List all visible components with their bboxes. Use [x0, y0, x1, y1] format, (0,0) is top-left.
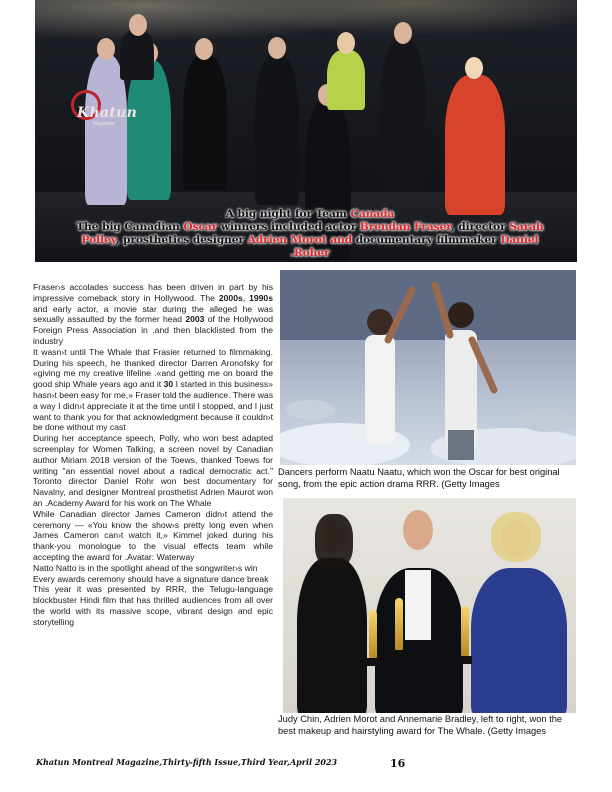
caption-highlight: Adrien Morot [247, 234, 327, 246]
caption-highlight: .Roher [290, 247, 330, 259]
caption-text: , director [451, 221, 510, 233]
caption-highlight: Sarah [509, 221, 544, 233]
figure-head [403, 510, 433, 550]
caption-highlight: Daniel [500, 234, 539, 246]
article-paragraph [33, 282, 273, 347]
figure-head [97, 38, 115, 60]
oscar-statuette [369, 610, 377, 658]
article-paragraph: Every awards ceremony should have a signature dance break [33, 573, 269, 584]
text-run: Fraser›s accolades success has been driven in part by his impressive comeback story in Hollywood. The [33, 282, 273, 303]
article-paragraph: This year it was presented by RRR, the Telugu-language blockbuster Hindi film that has thrilled audiences from all over the world with its massive scope, vibrant design and epic storytelling [33, 584, 273, 627]
hero-caption-line2 [75, 221, 545, 234]
bold-number: 30 [163, 379, 174, 390]
oscar-base [366, 658, 380, 666]
figure-head [394, 22, 412, 44]
figure-woman-black [183, 55, 227, 190]
caption-text: documentary filmmaker [352, 234, 501, 246]
shirt-white [405, 570, 431, 640]
caption-highlight: Oscar [183, 221, 218, 233]
makeup-winners-photo [283, 498, 576, 713]
magazine-logo [71, 90, 138, 130]
logo-wordmark: Khatun [77, 105, 138, 121]
makeup-caption: Judy Chin, Adrien Morot and Annemarie Bradley, left to right, won the best makeup and hairstyling award for The Whale. (Getty Images [278, 714, 563, 736]
caption-text: , prosthetics designer [115, 234, 248, 246]
figure-man-suit [120, 30, 154, 80]
bold-number: 2003 [185, 314, 205, 325]
logo-subtitle: Magazine [93, 121, 115, 127]
figure-head [465, 57, 483, 79]
bold-number: 1990s [249, 292, 273, 303]
hair-dark [315, 514, 353, 569]
figure-woman-green [127, 60, 171, 200]
oscar-base [458, 656, 472, 664]
page-number: 16 [390, 757, 406, 770]
article-body [33, 282, 273, 628]
hero-caption-line3 [75, 234, 545, 247]
caption-text: winners included actor [217, 221, 360, 233]
caption-text: The big Canadian [76, 221, 184, 233]
figure-head [268, 37, 286, 59]
text-run: of the Hollywood Foreign Press Association in .and then blacklisted from the industry [33, 314, 273, 346]
text-run: I started in this business» hasn›t been easy for me,» Fraser told the audience. There was a way I didn›t appreciate it at the time until I stopped, and I just want to thank you for that acknowledgment because it couldn›t be done without my cast [33, 379, 273, 433]
caption-highlight: Brendan Fraser [359, 221, 452, 233]
stage-lights [35, 0, 577, 60]
figure-woman-lime [327, 50, 365, 110]
caption-highlight: Canada [350, 208, 395, 220]
dancers-photo [280, 270, 576, 465]
figure-head [337, 32, 355, 54]
figure-head [195, 38, 213, 60]
article-paragraph: While Canadian director James Cameron didn›t attend the ceremony — «You know the show›s pretty long even when James Cameron can›t watch it,» Kimmel joked during his thank-you monologue to the visual effects team while accepting the award for .Avatar: Waterway [33, 508, 273, 562]
oscar-statuette [461, 606, 469, 656]
article-paragraph [33, 347, 273, 433]
hero-caption [75, 208, 545, 260]
text-run: It wasn›t until The Whale that Frasier returned to filmmaking. During his speech, he thanked director Darren Aronofsky for «giving me my creative lifeline .«and getting me on board the good ship Whale years ago and it [33, 346, 273, 390]
dancers-illustration [280, 270, 576, 465]
hero-caption-line4 [75, 247, 545, 260]
hair-blonde [491, 512, 541, 562]
caption-highlight: Polley [81, 234, 116, 246]
figure-woman-red [445, 75, 505, 215]
text-run: , [242, 292, 250, 303]
oscar-base [392, 650, 406, 658]
figure-man-tux-1 [255, 55, 299, 205]
figure-head [129, 14, 147, 36]
caption-text: A big night for Team [225, 208, 351, 220]
caption-highlight: and [326, 234, 353, 246]
article-paragraph: During her acceptance speech, Polly, who won best adapted screenplay for Women Talking, a screen novel by Canadian author Miriam 2018 version of the Toews, thanked Toews for writing "an essential novel about a radical democratic act." Toronto director Daniel Rohr won best documentary for Navalny, and designer Montreal prosthetist Adrien Maurot won an .Academy Award for his work on The Whale [33, 433, 273, 508]
oscar-statuette [395, 598, 403, 650]
figure-judy-chin [297, 558, 367, 713]
text-run: and early actor, a movie star during the alleged he was sexually assaulted by the former head [33, 303, 273, 325]
dancers-caption: Dancers perform Naatu Naatu, which won the Oscar for best original song, from the epic action drama RRR. (Getty Images [278, 467, 560, 489]
hero-caption-line1 [75, 208, 545, 221]
figure-man-tux-3 [380, 40, 426, 190]
magazine-footer: Khatun Montreal Magazine,Thirty-fifth Issue,Third Year,April 2023 [36, 757, 338, 767]
bold-number: 2000s [218, 292, 243, 303]
article-paragraph: Natto Natto is in the spotlight ahead of the songwriter›s win [33, 562, 258, 573]
figure-annemarie-bradley [471, 568, 567, 713]
